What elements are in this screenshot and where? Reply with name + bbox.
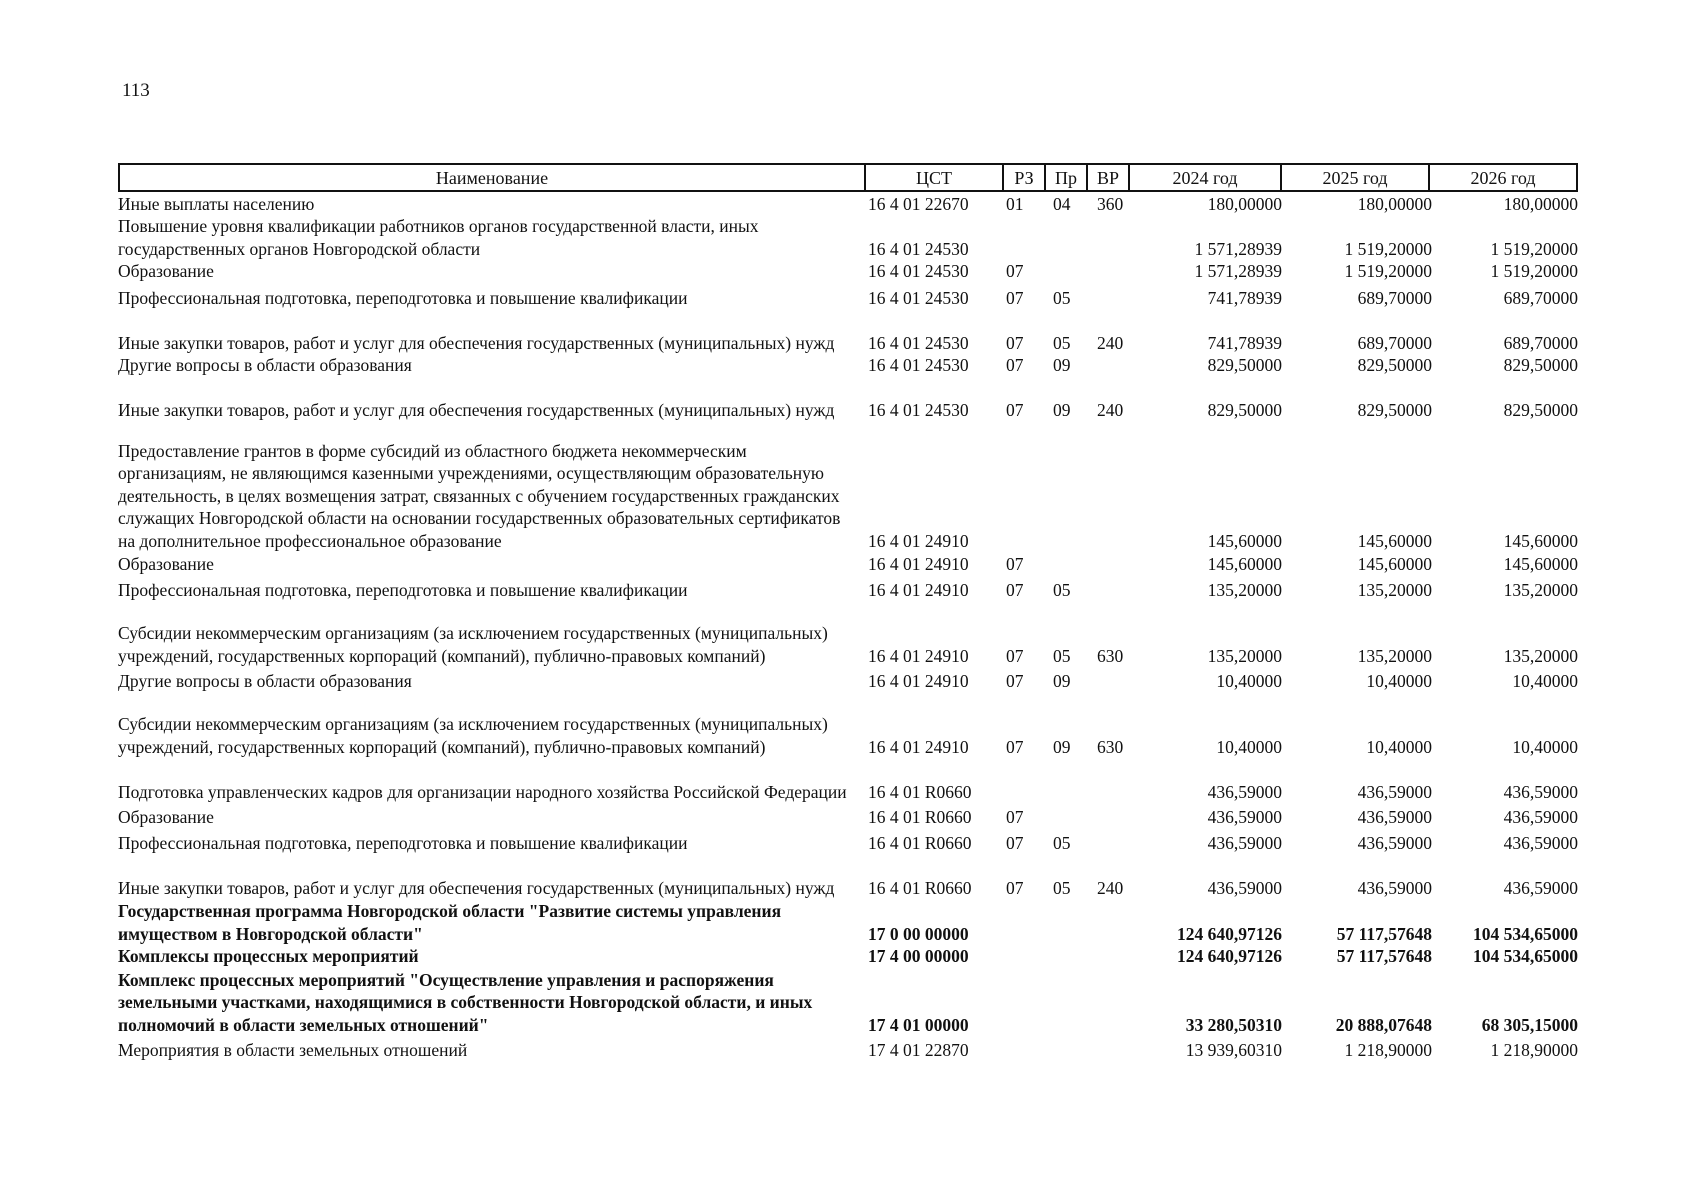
budget-table (118, 163, 1578, 1060)
header-vr: ВР (1096, 168, 1120, 188)
row-value-2024: 135,20000 (1207, 645, 1282, 666)
row-name: Профессиональная подготовка, переподготовка и повышение квалификации (118, 832, 688, 853)
row-cst-code: 16 4 01 24530 (868, 354, 969, 375)
row-value-2024: 436,59000 (1207, 781, 1282, 802)
header-code: ЦСТ (916, 168, 952, 188)
row-value-2026: 1 519,20000 (1490, 238, 1578, 259)
row-name: Предоставление грантов в форме субсидий из областного бюджета некоммерческим организациям, не являющимся казенными учреждениями, осуществляющим образовательную деятельность, в целях возмещения затрат, связанных с обучением государственных гражданских служащих Новгородской области на основании государственных образовательных сертификатов на дополнительное профессиональное образование (118, 440, 841, 551)
row-value-2025: 1 519,20000 (1344, 238, 1432, 259)
row-rz: 07 (1006, 553, 1024, 574)
row-cst-code: 16 4 01 R0660 (868, 832, 972, 853)
row-vr: 240 (1097, 332, 1124, 353)
row-value-2024: 829,50000 (1207, 354, 1282, 375)
table-row (118, 832, 1578, 854)
row-value-2025: 436,59000 (1357, 806, 1432, 827)
row-value-2024: 13 939,60310 (1185, 1039, 1282, 1060)
row-cst-code: 17 0 00 00000 (868, 923, 969, 944)
row-vr: 630 (1097, 736, 1124, 757)
table-row (118, 376, 1578, 421)
row-value-2025: 145,60000 (1357, 530, 1432, 551)
row-cst-code: 17 4 00 00000 (868, 945, 969, 966)
row-value-2024: 33 280,50310 (1185, 1014, 1282, 1035)
table-row (118, 354, 1578, 376)
row-name: Другие вопросы в области образования (118, 670, 412, 691)
row-value-2026: 10,40000 (1512, 736, 1578, 757)
row-name: Образование (118, 260, 214, 281)
row-value-2024: 829,50000 (1207, 399, 1282, 420)
row-value-2026: 436,59000 (1503, 877, 1578, 898)
row-name: Профессиональная подготовка, переподготовка и повышение квалификации (118, 579, 688, 600)
row-value-2026: 135,20000 (1503, 579, 1578, 600)
row-cst-code: 16 4 01 R0660 (868, 877, 972, 898)
row-name: Комплексы процессных мероприятий (118, 945, 419, 966)
row-rz: 07 (1006, 832, 1024, 853)
row-cst-code: 17 4 01 00000 (868, 1014, 969, 1035)
table-row (118, 670, 1578, 692)
row-value-2024: 436,59000 (1207, 877, 1282, 898)
row-name: Субсидии некоммерческим организациям (за исключением государственных (муниципальных) учреждений, государственных корпораций (компаний), публично-правовых компаний) (118, 623, 828, 666)
row-name: Иные закупки товаров, работ и услуг для обеспечения государственных (муниципальных) нужд (118, 332, 835, 353)
row-value-2025: 436,59000 (1357, 781, 1432, 802)
row-cst-code: 16 4 01 24910 (868, 530, 969, 551)
row-cst-code: 16 4 01 24530 (868, 332, 969, 353)
row-pr: 09 (1053, 399, 1071, 420)
row-rz: 01 (1006, 193, 1024, 214)
row-pr: 05 (1053, 332, 1071, 353)
row-value-2024: 436,59000 (1207, 832, 1282, 853)
row-cst-code: 16 4 01 24530 (868, 399, 969, 420)
row-rz: 07 (1006, 260, 1024, 281)
row-pr: 05 (1053, 579, 1071, 600)
row-value-2024: 436,59000 (1207, 806, 1282, 827)
row-name: Иные закупки товаров, работ и услуг для обеспечения государственных (муниципальных) нужд (118, 399, 835, 420)
row-cst-code: 16 4 01 24910 (868, 579, 969, 600)
row-value-2025: 689,70000 (1357, 287, 1432, 308)
row-value-2025: 1 519,20000 (1344, 260, 1432, 281)
row-pr: 09 (1053, 736, 1071, 757)
row-value-2026: 135,20000 (1503, 645, 1578, 666)
row-name: Образование (118, 806, 214, 827)
row-name: Государственная программа Новгородской области "Развитие системы управления имуществом в Новгородской области" (118, 901, 782, 944)
table-row (118, 692, 1578, 758)
row-value-2025: 135,20000 (1357, 579, 1432, 600)
row-value-2024: 10,40000 (1216, 736, 1282, 757)
row-value-2026: 689,70000 (1503, 287, 1578, 308)
table-row (118, 421, 1578, 552)
row-pr: 09 (1053, 670, 1071, 691)
row-name: Образование (118, 553, 214, 574)
row-name: Подготовка управленческих кадров для организации народного хозяйства Российской Федерации (118, 781, 847, 802)
row-pr: 09 (1053, 354, 1071, 375)
table-row (118, 968, 1578, 1036)
row-rz: 07 (1006, 806, 1024, 827)
row-value-2026: 1 519,20000 (1490, 260, 1578, 281)
row-value-2026: 436,59000 (1503, 806, 1578, 827)
table-row (118, 854, 1578, 899)
row-value-2025: 689,70000 (1357, 332, 1432, 353)
row-rz: 07 (1006, 877, 1024, 898)
row-value-2025: 20 888,07648 (1335, 1014, 1432, 1035)
row-cst-code: 16 4 01 R0660 (868, 781, 972, 802)
header-rz: РЗ (1014, 168, 1034, 188)
row-value-2024: 1 571,28939 (1194, 238, 1282, 259)
header-2025: 2025 год (1322, 168, 1388, 188)
row-pr: 05 (1053, 287, 1071, 308)
row-name: Профессиональная подготовка, переподготовка и повышение квалификации (118, 287, 688, 308)
table-row (118, 900, 1578, 945)
row-value-2026: 829,50000 (1503, 354, 1578, 375)
row-value-2025: 829,50000 (1357, 354, 1432, 375)
page-number: 113 (122, 80, 150, 101)
row-name: Другие вопросы в области образования (118, 354, 412, 375)
header-name: Наименование (435, 168, 549, 188)
table-row (118, 601, 1578, 667)
row-value-2025: 1 218,90000 (1344, 1039, 1432, 1060)
row-rz: 07 (1006, 645, 1024, 666)
row-value-2024: 741,78939 (1207, 287, 1282, 308)
row-value-2024: 10,40000 (1216, 670, 1282, 691)
row-value-2025: 436,59000 (1357, 877, 1432, 898)
row-name: Мероприятия в области земельных отношений (118, 1039, 468, 1060)
row-value-2025: 180,00000 (1357, 193, 1432, 214)
table-row (118, 192, 1578, 215)
row-vr: 240 (1097, 877, 1124, 898)
row-name: Субсидии некоммерческим организациям (за исключением государственных (муниципальных) учреждений, государственных корпораций (компаний), публично-правовых компаний) (118, 714, 828, 757)
table-row (118, 309, 1578, 354)
row-value-2026: 1 218,90000 (1490, 1039, 1578, 1060)
row-cst-code: 16 4 01 22670 (868, 193, 969, 214)
header-2024: 2024 год (1172, 168, 1238, 188)
row-value-2024: 135,20000 (1207, 579, 1282, 600)
row-value-2026: 689,70000 (1503, 332, 1578, 353)
row-value-2026: 10,40000 (1512, 670, 1578, 691)
row-rz: 07 (1006, 579, 1024, 600)
table-row (118, 215, 1578, 260)
row-value-2024: 124 640,97126 (1177, 945, 1282, 966)
row-value-2026: 68 305,15000 (1481, 1014, 1578, 1035)
row-value-2026: 829,50000 (1503, 399, 1578, 420)
row-rz: 07 (1006, 354, 1024, 375)
row-rz: 07 (1006, 670, 1024, 691)
row-cst-code: 16 4 01 24910 (868, 670, 969, 691)
row-value-2025: 145,60000 (1357, 553, 1432, 574)
row-rz: 07 (1006, 287, 1024, 308)
table-row (118, 287, 1578, 309)
row-cst-code: 16 4 01 R0660 (868, 806, 972, 827)
table-row (118, 1039, 1578, 1061)
header-2026: 2026 год (1470, 168, 1536, 188)
row-value-2026: 436,59000 (1503, 832, 1578, 853)
table-row (118, 945, 1578, 967)
row-value-2024: 180,00000 (1207, 193, 1282, 214)
row-vr: 360 (1097, 193, 1124, 214)
row-pr: 05 (1053, 877, 1071, 898)
row-value-2024: 1 571,28939 (1194, 260, 1282, 281)
row-cst-code: 16 4 01 24910 (868, 553, 969, 574)
row-value-2025: 135,20000 (1357, 645, 1432, 666)
row-value-2026: 145,60000 (1503, 553, 1578, 574)
row-name: Иные закупки товаров, работ и услуг для обеспечения государственных (муниципальных) нужд (118, 877, 835, 898)
row-value-2026: 180,00000 (1503, 193, 1578, 214)
row-cst-code: 16 4 01 24530 (868, 238, 969, 259)
row-value-2025: 436,59000 (1357, 832, 1432, 853)
row-cst-code: 16 4 01 24910 (868, 736, 969, 757)
table-row (118, 579, 1578, 601)
row-cst-code: 17 4 01 22870 (868, 1039, 969, 1060)
row-name: Иные выплаты населению (118, 193, 315, 214)
row-rz: 07 (1006, 332, 1024, 353)
row-name: Комплекс процессных мероприятий "Осуществление управления и распоряжения земельными участками, находящимися в собственности Новгородской области, и иных полномочий в области земельных отношений" (118, 969, 813, 1035)
row-pr: 04 (1053, 193, 1071, 214)
row-value-2025: 10,40000 (1366, 736, 1432, 757)
row-value-2025: 57 117,57648 (1336, 923, 1432, 944)
row-value-2024: 145,60000 (1207, 553, 1282, 574)
table-row (118, 758, 1578, 803)
row-cst-code: 16 4 01 24910 (868, 645, 969, 666)
row-value-2026: 145,60000 (1503, 530, 1578, 551)
row-pr: 05 (1053, 645, 1071, 666)
header-pr: Пр (1055, 168, 1077, 188)
row-value-2024: 145,60000 (1207, 530, 1282, 551)
row-value-2026: 104 534,65000 (1473, 923, 1578, 944)
row-vr: 630 (1097, 645, 1124, 666)
row-value-2025: 829,50000 (1357, 399, 1432, 420)
table-row (118, 806, 1578, 828)
row-cst-code: 16 4 01 24530 (868, 260, 969, 281)
row-value-2026: 436,59000 (1503, 781, 1578, 802)
row-value-2025: 57 117,57648 (1336, 945, 1432, 966)
row-rz: 07 (1006, 736, 1024, 757)
row-rz: 07 (1006, 399, 1024, 420)
row-pr: 05 (1053, 832, 1071, 853)
table-row (118, 553, 1578, 575)
row-cst-code: 16 4 01 24530 (868, 287, 969, 308)
row-name: Повышение уровня квалификации работников органов государственной власти, иных государственных органов Новгородской области (118, 216, 759, 259)
row-value-2024: 741,78939 (1207, 332, 1282, 353)
row-value-2025: 10,40000 (1366, 670, 1432, 691)
row-vr: 240 (1097, 399, 1124, 420)
row-value-2024: 124 640,97126 (1177, 923, 1282, 944)
table-header (118, 163, 1578, 192)
row-value-2026: 104 534,65000 (1473, 945, 1578, 966)
table-row (118, 260, 1578, 282)
